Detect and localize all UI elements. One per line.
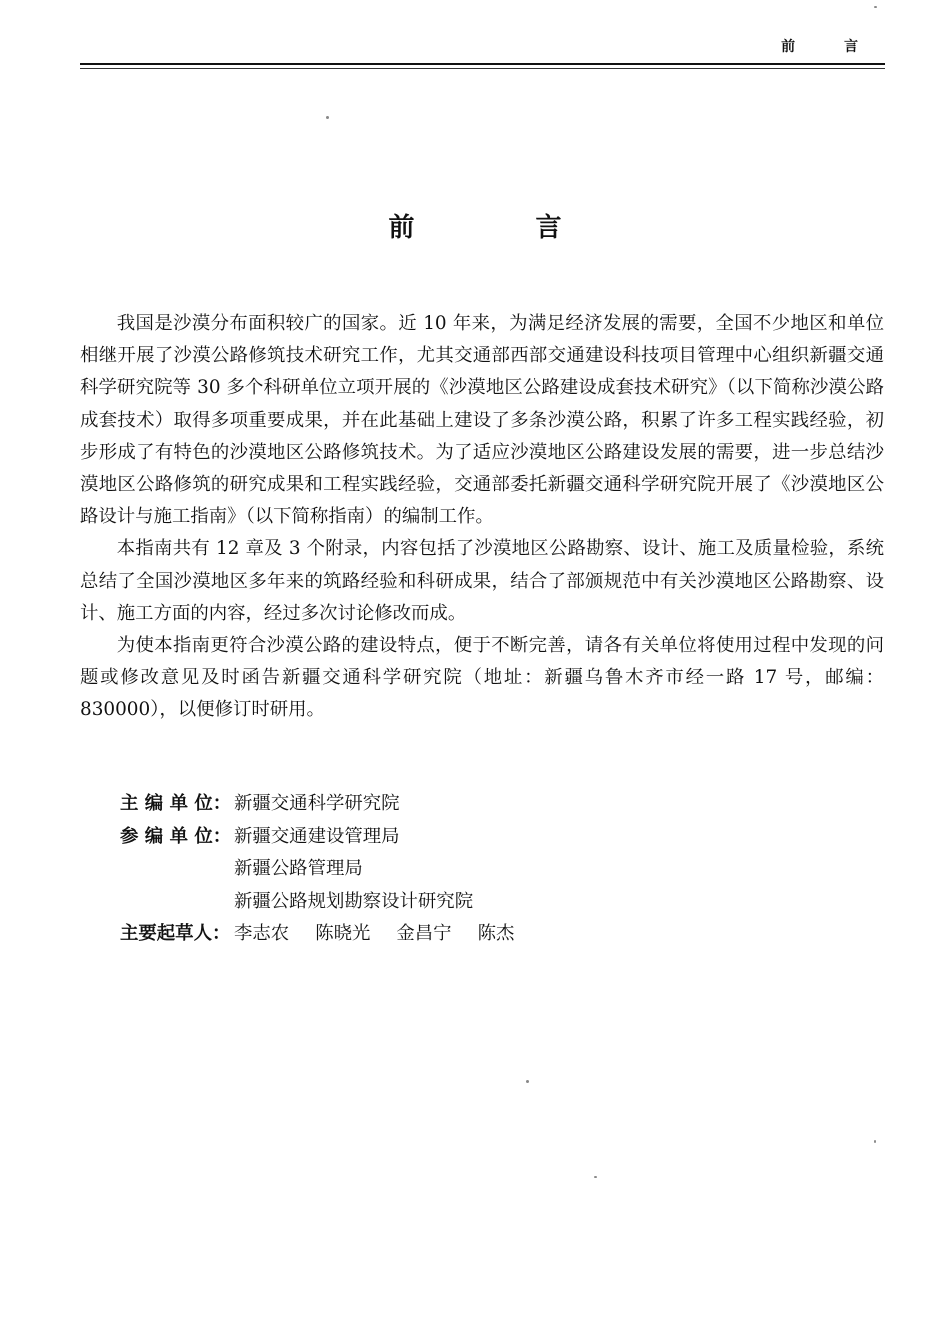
preface-body — [80, 308, 884, 727]
drafters-list — [234, 918, 514, 951]
chief-unit-row — [120, 788, 720, 821]
drafters-label: 主要起草人： — [120, 923, 231, 944]
chief-unit: 新疆交通科学研究院 — [234, 793, 400, 814]
drafters-row — [120, 918, 720, 951]
drafter-name: 李志农 — [234, 923, 290, 944]
credits-block — [120, 788, 720, 951]
paragraph: 我国是沙漠分布面积较广的国家。近 10 年来，为满足经济发展的需要，全国不少地区和单位相继开展了沙漠公路修筑技术研究工作，尤其交通部西部交通建设科技项目管理中心组织新疆交通科学研究院等 30 多个科研单位立项开展的《沙漠地区公路建设成套技术研究》（以下简称沙漠公路成套技术）取得多项重要成果，并在此基础上建设了多条沙漠公路，积累了许多工程实践经验，初步形成了有特色的沙漠地区公路修筑技术。为了适应沙漠地区公路建设发展的需要，进一步总结沙漠地区公路修筑的研究成果和工程实践经验，交通部委托新疆交通科学研究院开展了《沙漠地区公路设计与施工指南》（以下简称指南）的编制工作。 — [80, 313, 884, 528]
page-title: 前 言 — [388, 213, 618, 243]
participating-units-list — [234, 821, 473, 919]
drafter-name: 陈晓光 — [315, 923, 371, 944]
scan-speck — [526, 1080, 529, 1083]
participating-unit: 新疆交通建设管理局 — [234, 825, 400, 847]
drafter-name: 陈杰 — [477, 923, 515, 944]
drafter-name: 金昌宁 — [396, 923, 452, 944]
scan-speck — [594, 1176, 597, 1178]
running-header: 前 言 — [781, 39, 880, 55]
scan-speck — [874, 6, 877, 8]
paragraph: 本指南共有 12 章及 3 个附录，内容包括了沙漠地区公路勘察、设计、施工及质量检验，系统总结了全国沙漠地区多年来的筑路经验和科研成果，结合了部颁规范中有关沙漠地区公路勘察、设计、施工方面的内容，经过多次讨论修改而成。 — [80, 538, 884, 624]
header-rule-thin — [80, 68, 885, 69]
paragraph: 为使本指南更符合沙漠公路的建设特点，便于不断完善，请各有关单位将使用过程中发现的问题或修改意见及时函告新疆交通科学研究院（地址：新疆乌鲁木齐市经一路 17 号，邮编：830000），以便修订时研用。 — [80, 635, 884, 721]
chief-unit-label: 主 编 单 位： — [120, 793, 232, 814]
header-rule — [80, 63, 885, 65]
scan-speck — [874, 1140, 876, 1143]
scan-speck — [326, 116, 329, 119]
participating-units-row — [120, 821, 720, 919]
participating-unit: 新疆公路规划勘察设计研究院 — [234, 890, 474, 912]
participating-unit: 新疆公路管理局 — [234, 858, 363, 879]
participating-units-label: 参 编 单 位： — [120, 825, 232, 847]
